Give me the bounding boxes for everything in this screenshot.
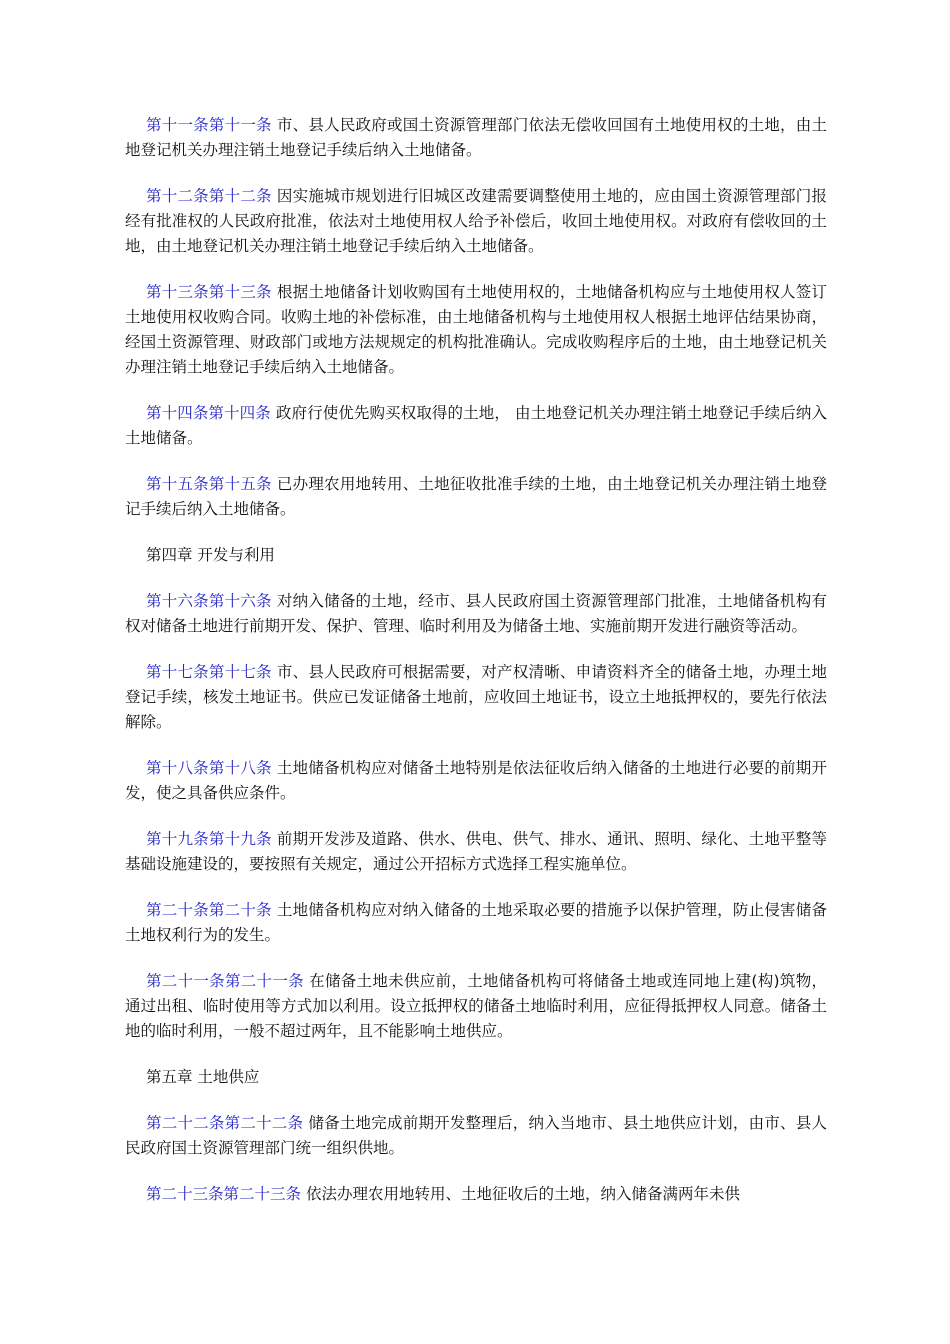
article-text: 前期开发涉及道路、供水、供电、供气、排水、通讯、照明、绿化、土地平整等基础设施建设的，要按照有关规定，通过公开招标方式选择工程实施单位。 (125, 830, 827, 873)
article-text: 市、县人民政府或国土资源管理部门依法无偿收回国有土地使用权的土地，由土地登记机关办理注销土地登记手续后纳入土地储备。 (125, 116, 827, 159)
article-16 (125, 589, 827, 639)
article-text: 因实施城市规划进行旧城区改建需要调整使用土地的，应由国土资源管理部门报经有批准权的人民政府批准，依法对土地使用权人给予补偿后，收回土地使用权。对政府有偿收回的土地，由土地登记机关办理注销土地登记手续后纳入土地储备。 (125, 187, 827, 255)
document-body (125, 113, 827, 1228)
article-text: 已办理农用地转用、土地征收批准手续的土地，由土地登记机关办理注销土地登记手续后纳入土地储备。 (125, 475, 827, 518)
article-23 (125, 1182, 827, 1207)
article-label[interactable]: 第十九条第十九条 (146, 830, 272, 848)
article-12 (125, 184, 827, 259)
article-label[interactable]: 第十七条第十七条 (146, 663, 272, 681)
article-13 (125, 280, 827, 380)
article-11 (125, 113, 827, 163)
article-label[interactable]: 第二十条第二十条 (146, 901, 272, 919)
article-label[interactable]: 第二十二条第二十二条 (146, 1114, 304, 1132)
article-label[interactable]: 第二十一条第二十一条 (146, 972, 304, 990)
article-text: 市、县人民政府可根据需要，对产权清晰、申请资料齐全的储备土地，办理土地登记手续，核发土地证书。供应已发证储备土地前，应收回土地证书，设立土地抵押权的，要先行依法解除。 (125, 663, 827, 731)
article-17 (125, 660, 827, 735)
article-text: 依法办理农用地转用、土地征收后的土地，纳入储备满两年未供 (301, 1185, 740, 1203)
article-text: 土地储备机构应对纳入储备的土地采取必要的措施予以保护管理，防止侵害储备土地权利行为的发生。 (125, 901, 827, 944)
article-text: 土地储备机构应对储备土地特别是依法征收后纳入储备的土地进行必要的前期开发，使之具备供应条件。 (125, 759, 827, 802)
article-label[interactable]: 第十四条第十四条 (146, 404, 271, 422)
article-text: 储备土地完成前期开发整理后，纳入当地市、县土地供应计划，由市、县人民政府国土资源管理部门统一组织供地。 (125, 1114, 827, 1157)
article-label[interactable]: 第十一条第十一条 (146, 116, 272, 134)
article-text: 在储备土地未供应前，土地储备机构可将储备土地或连同地上建(构)筑物，通过出租、临时使用等方式加以利用。设立抵押权的储备土地临时利用，应征得抵押权人同意。储备土地的临时利用，一般不超过两年，且不能影响土地供应。 (125, 972, 827, 1040)
article-21 (125, 969, 827, 1044)
article-label[interactable]: 第二十三条第二十三条 (146, 1185, 302, 1203)
article-19 (125, 827, 827, 877)
article-14 (125, 401, 827, 451)
article-label[interactable]: 第十五条第十五条 (146, 475, 272, 493)
article-text: 根据土地储备计划收购国有土地使用权的，土地储备机构应与土地使用权人签订土地使用权收购合同。收购土地的补偿标准，由土地储备机构与土地使用权人根据土地评估结果协商，经国土资源管理、财政部门或地方法规规定的机构批准确认。完成收购程序后的土地，由土地登记机关办理注销土地登记手续后纳入土地储备。 (125, 283, 827, 376)
article-22 (125, 1111, 827, 1161)
article-text: 政府行使优先购买权取得的土地， 由土地登记机关办理注销土地登记手续后纳入土地储备。 (125, 404, 827, 447)
article-label[interactable]: 第十二条第十二条 (146, 187, 272, 205)
article-18 (125, 756, 827, 806)
article-text: 对纳入储备的土地，经市、县人民政府国土资源管理部门批准，土地储备机构有权对储备土地进行前期开发、保护、管理、临时利用及为储备土地、实施前期开发进行融资等活动。 (125, 592, 827, 635)
article-label[interactable]: 第十六条第十六条 (146, 592, 272, 610)
chapter-heading: 第四章 开发与利用 (146, 546, 275, 564)
article-20 (125, 898, 827, 948)
article-label[interactable]: 第十三条第十三条 (146, 283, 272, 301)
article-15 (125, 472, 827, 522)
chapter-heading: 第五章 土地供应 (146, 1068, 260, 1086)
article-label[interactable]: 第十八条第十八条 (146, 759, 272, 777)
